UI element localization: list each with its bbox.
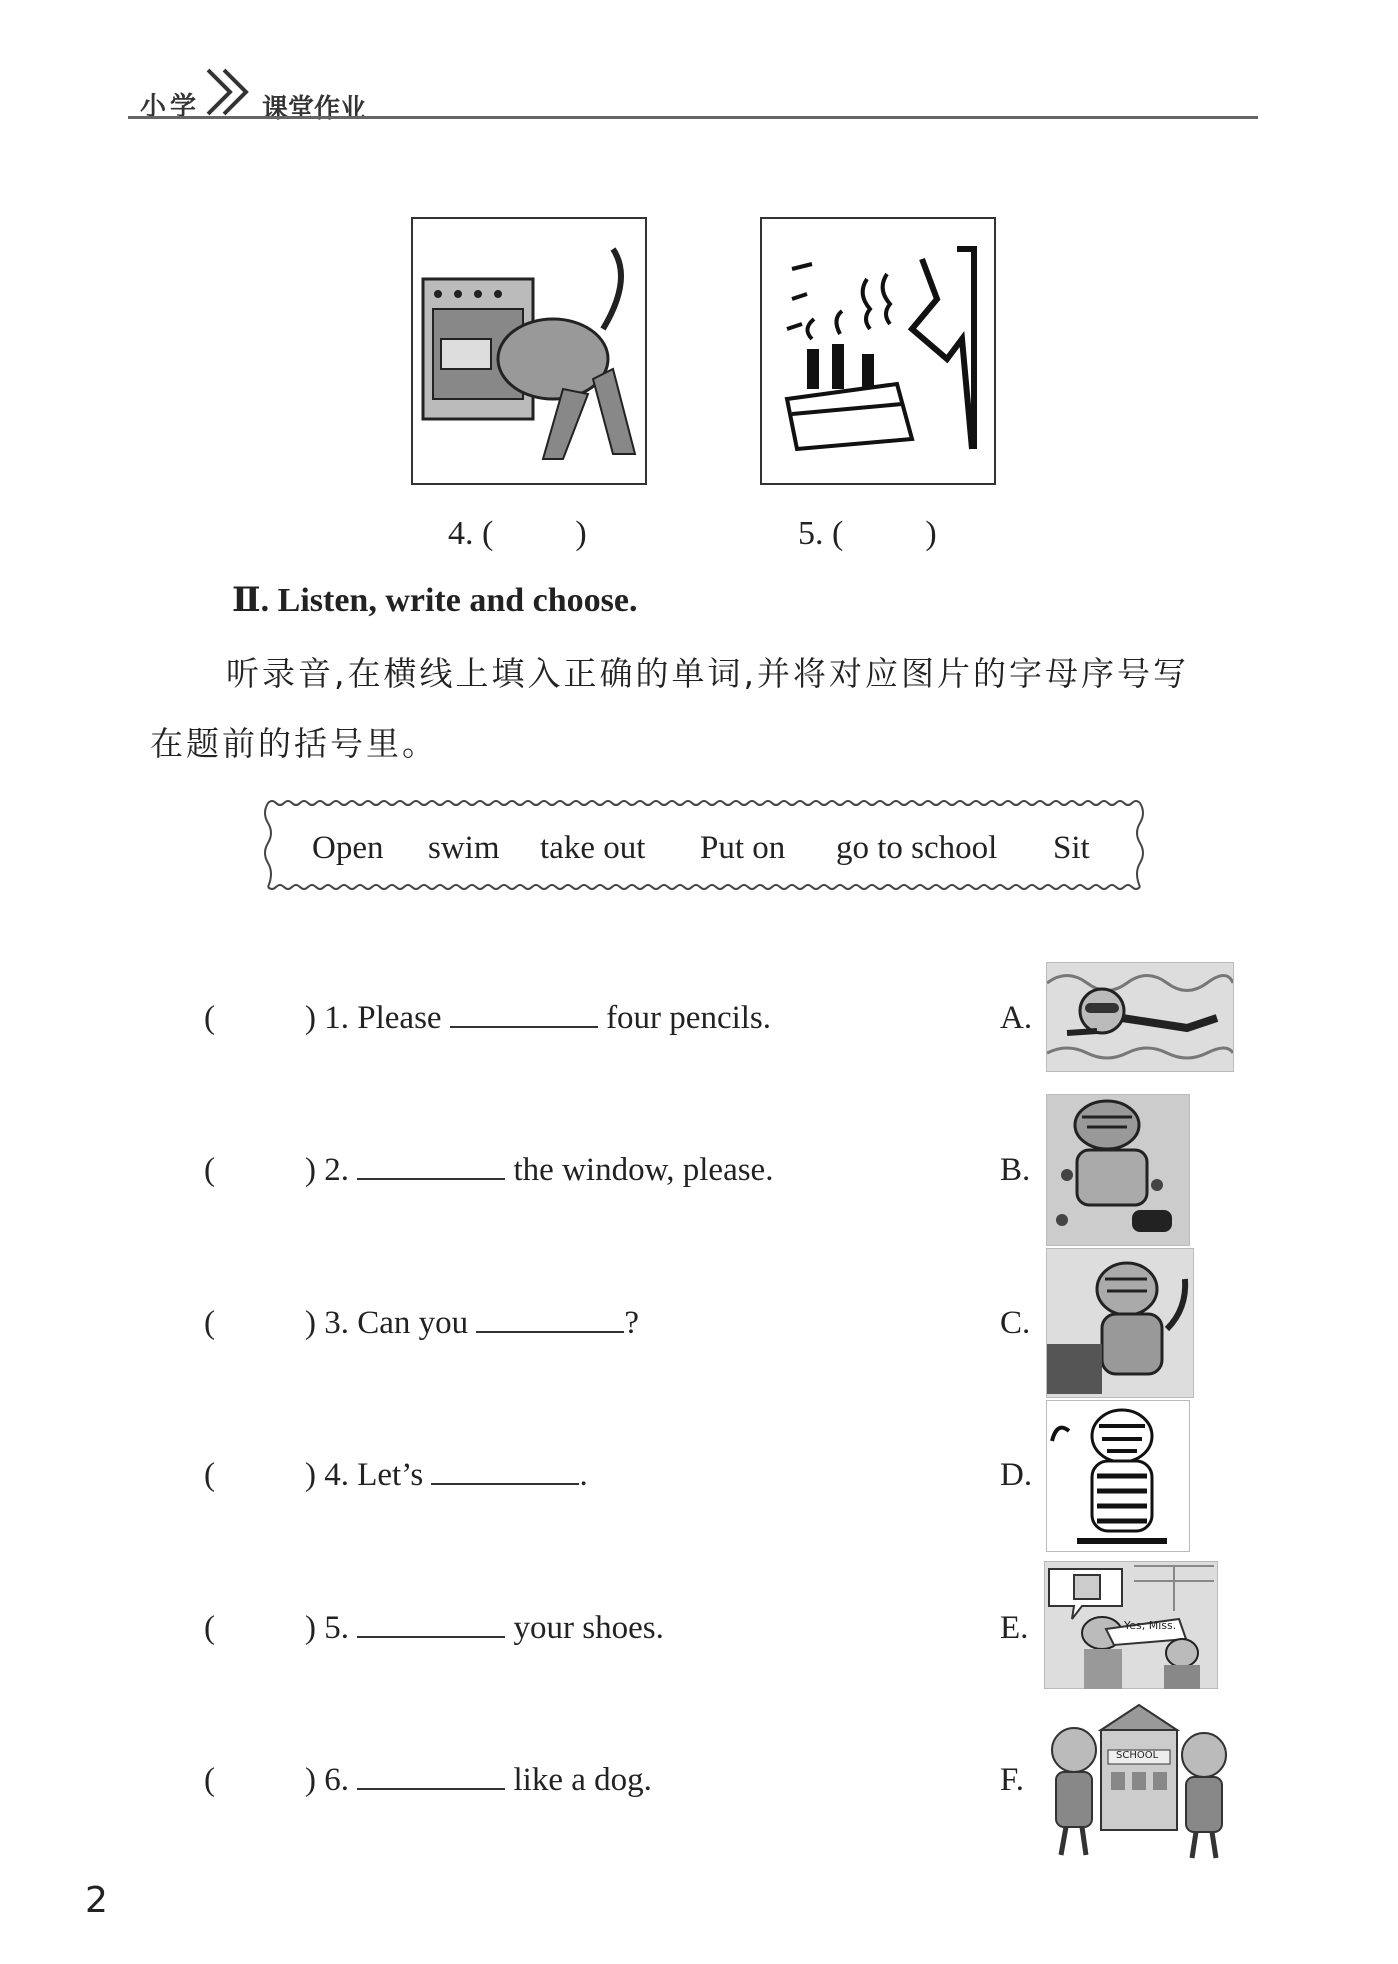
option-letter: E. — [1000, 1610, 1029, 1646]
question-1 — [204, 1000, 771, 1037]
header-series: 小学 — [140, 92, 201, 122]
answer-blank[interactable] — [476, 1305, 624, 1333]
question-text-after: like a dog. — [513, 1762, 652, 1798]
header-title: 课堂作业 — [262, 94, 367, 124]
answer-paren-close: ) — [305, 1610, 316, 1646]
chevron-right-icon — [200, 66, 260, 116]
answer-paren-close: ) — [305, 1000, 316, 1036]
question-text-before: Can you — [357, 1305, 469, 1341]
answer-paren-open: ( — [204, 1610, 215, 1646]
answer-paren-close: ) — [305, 1457, 316, 1493]
answer-blank[interactable] — [357, 1152, 505, 1180]
question-number: 5. — [324, 1610, 349, 1646]
question-6 — [204, 1762, 652, 1799]
answer-paren-close: ) — [305, 1762, 316, 1798]
word-bank-item: Put on — [700, 830, 786, 866]
question-number: 3. — [324, 1305, 349, 1341]
answer-blank[interactable] — [357, 1762, 505, 1790]
oven-tiger-illustration — [413, 219, 645, 483]
instruction-line-2: 在题前的括号里。 — [150, 724, 438, 763]
question-number: 1. — [324, 1000, 349, 1036]
item-4-number: 4. ( — [448, 515, 494, 552]
tiger-shoes-picture — [1046, 1094, 1190, 1246]
section-title: Ⅱ. Listen, write and choose. — [232, 582, 638, 619]
option-letter: D. — [1000, 1457, 1033, 1493]
item-4-close: ) — [575, 515, 587, 552]
answer-paren-open: ( — [204, 1000, 215, 1036]
answer-paren-open: ( — [204, 1152, 215, 1188]
word-bank-item: Open — [312, 830, 384, 866]
item-4-label — [448, 515, 587, 553]
tiger-table-picture — [1046, 1248, 1194, 1398]
question-4 — [204, 1457, 588, 1494]
school-illustration — [1046, 1700, 1232, 1862]
classroom-picture — [1044, 1561, 1218, 1689]
question-text-after: ? — [624, 1305, 640, 1341]
question-3 — [204, 1305, 639, 1342]
word-bank-item: go to school — [836, 830, 998, 866]
answer-blank[interactable] — [431, 1457, 579, 1485]
question-text-after: . — [579, 1457, 588, 1493]
question-text-after: your shoes. — [513, 1610, 664, 1646]
word-bank-item: swim — [428, 830, 500, 866]
word-bank-item: Sit — [1053, 830, 1090, 866]
item-5-label — [798, 515, 937, 553]
answer-blank[interactable] — [450, 1000, 598, 1028]
question-text-before: Let’s — [357, 1457, 424, 1493]
question-number: 4. — [324, 1457, 349, 1493]
option-letter: B. — [1000, 1152, 1031, 1188]
option-letter: A. — [1000, 1000, 1033, 1036]
answer-paren-open: ( — [204, 1457, 215, 1493]
question-number: 6. — [324, 1762, 349, 1798]
speech-bubble-text: Yes, Miss. — [1124, 1619, 1177, 1632]
option-letter: C. — [1000, 1305, 1031, 1341]
question-number: 2. — [324, 1152, 349, 1188]
school-sign-text: SCHOOL — [1116, 1750, 1159, 1761]
school-picture — [1046, 1700, 1232, 1862]
question-text-after: the window, please. — [513, 1152, 774, 1188]
header-divider — [128, 116, 1258, 119]
instruction-line-1: 听录音,在横线上填入正确的单词,并将对应图片的字母序号写 — [226, 654, 1189, 693]
question-text-before: Please — [357, 1000, 442, 1036]
answer-paren-close: ) — [305, 1305, 316, 1341]
answer-blank[interactable] — [357, 1610, 505, 1638]
answer-paren-close: ) — [305, 1152, 316, 1188]
word-bank-item: take out — [540, 830, 646, 866]
item-5-close: ) — [925, 515, 937, 552]
birthday-cake-illustration — [762, 219, 994, 483]
tiger-sitting-picture — [1046, 1400, 1190, 1552]
picture-5 — [760, 217, 996, 485]
question-text-after: four pencils. — [606, 1000, 772, 1036]
item-5-number: 5. ( — [798, 515, 844, 552]
picture-4 — [411, 217, 647, 485]
question-2 — [204, 1152, 773, 1189]
question-5 — [204, 1610, 664, 1647]
answer-paren-open: ( — [204, 1762, 215, 1798]
answer-paren-open: ( — [204, 1305, 215, 1341]
page-number: 2 — [85, 1880, 108, 1921]
option-letter: F. — [1000, 1762, 1024, 1798]
swimmer-picture — [1046, 962, 1234, 1072]
